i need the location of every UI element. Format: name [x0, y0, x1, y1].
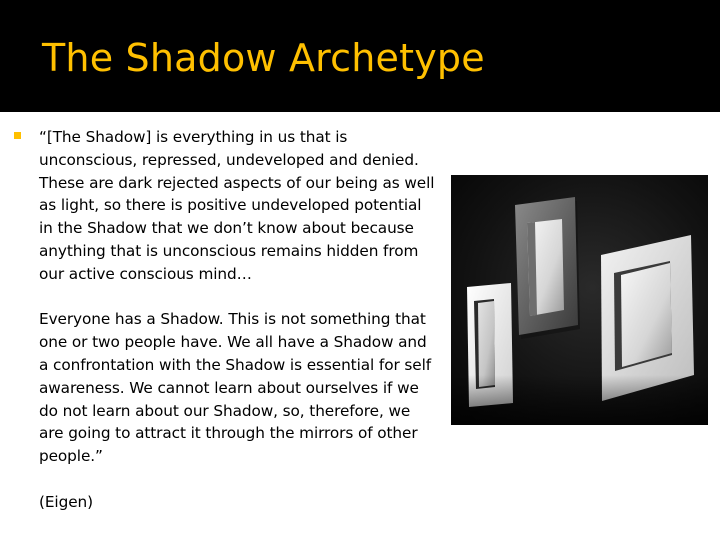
mirrors-illustration [451, 175, 708, 425]
quote-attribution: (Eigen) [39, 492, 93, 511]
bullet-marker [14, 132, 21, 139]
mirrors-photo [451, 175, 708, 425]
quote-body [39, 126, 439, 514]
quote-paragraph-2: Everyone has a Shadow. This is not something that one or two people have. We all have a Shadow and a confrontation with the Shadow is essential for self awareness. We cannot learn about ourselves if we do not learn about our Shadow, so, therefore, we are going to attract it through the mirrors of other people.” [39, 310, 432, 466]
quote-paragraph-1: “[The Shadow] is everything in us that is unconscious, repressed, undeveloped and denied. These are dark rejected aspects of our being as well as light, so there is positive undeveloped potential in the Shadow that we don’t know about because anything that is unconscious remains hidden from our active conscious mind… [39, 128, 435, 283]
slide-title: The Shadow Archetype [42, 36, 485, 80]
dark-frame-mirror [515, 197, 580, 339]
title-bar [0, 0, 720, 112]
